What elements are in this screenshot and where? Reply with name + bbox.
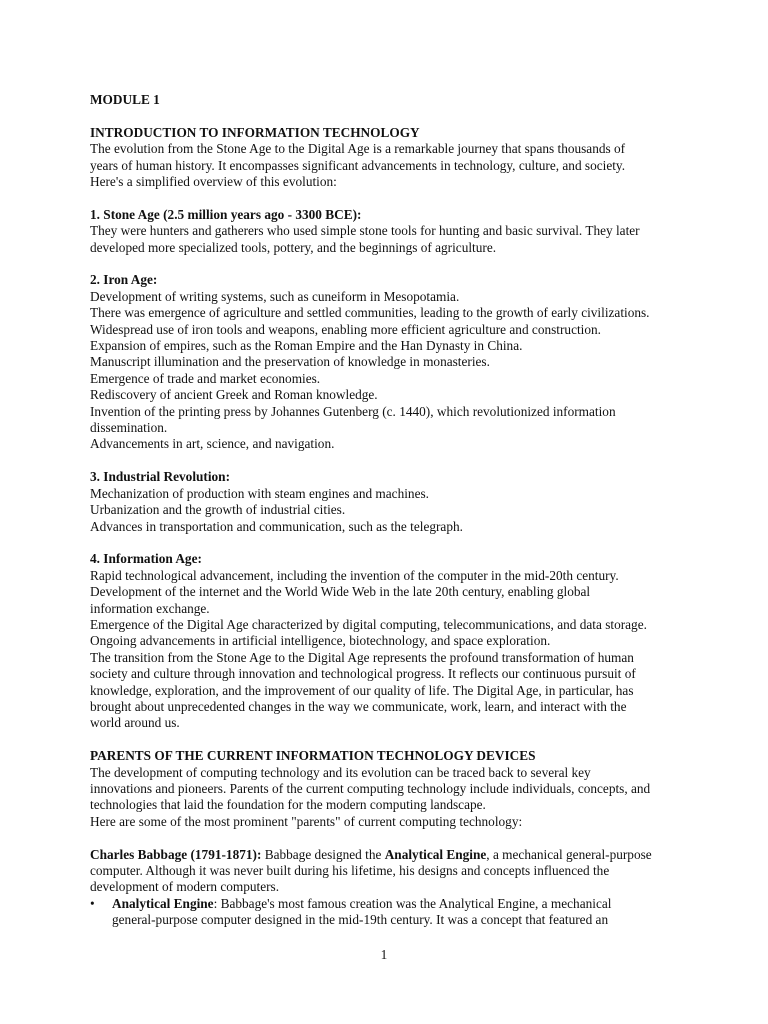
information-age-heading: 4. Information Age: [90, 551, 202, 567]
spacer [90, 190, 678, 206]
list-item [90, 896, 678, 929]
intro-heading: INTRODUCTION TO INFORMATION TECHNOLOGY [90, 124, 420, 140]
iron-age-line: There was emergence of agriculture and settled communities, leading to the growth of early civilizations. [90, 305, 650, 321]
babbage-text: , a mechanical general-purpose [486, 846, 652, 862]
parents-line: Here are some of the most prominent "parents" of current computing technology: [90, 813, 523, 829]
bullet-icon: • [90, 895, 95, 911]
stone-age-heading: 1. Stone Age (2.5 million years ago - 3300 BCE): [90, 206, 362, 222]
spacer [90, 256, 678, 272]
iron-age-line: Advancements in art, science, and navigation. [90, 436, 335, 452]
analytical-engine-term: Analytical Engine [384, 846, 487, 862]
iron-age-line: Expansion of empires, such as the Roman Empire and the Han Dynasty in China. [90, 338, 523, 354]
information-age-line: society and culture through innovation and technological progress. It reflects our continuous pursuit of [90, 666, 636, 682]
spacer [90, 732, 678, 748]
industrial-line: Mechanization of production with steam engines and machines. [90, 485, 429, 501]
parents-line: technologies that laid the foundation for the modern computing landscape. [90, 797, 486, 813]
spacer [90, 453, 678, 469]
babbage-text: Babbage designed the [261, 846, 385, 862]
information-age-line: knowledge, exploration, and the improvement of our quality of life. The Digital Age, in particular, has [90, 682, 634, 698]
iron-age-line: Rediscovery of ancient Greek and Roman knowledge. [90, 387, 378, 403]
spacer [90, 108, 678, 124]
list-item-first-line [112, 896, 678, 912]
babbage-name: Charles Babbage (1791-1871): [90, 846, 262, 862]
industrial-heading: 3. Industrial Revolution: [90, 469, 231, 485]
bullet-term: Analytical Engine [112, 895, 214, 911]
information-age-line: Rapid technological advancement, including the invention of the computer in the mid-20th century. [90, 567, 619, 583]
module-title: MODULE 1 [90, 92, 160, 107]
information-age-line: The transition from the Stone Age to the Digital Age represents the profound transformation of human [90, 649, 634, 665]
information-age-line: information exchange. [90, 600, 210, 616]
bullet-line: general-purpose computer designed in the mid-19th century. It was a concept that featured an [112, 912, 609, 928]
iron-age-line: Widespread use of iron tools and weapons, enabling more efficient agriculture and construction. [90, 321, 601, 337]
information-age-line: Ongoing advancements in artificial intelligence, biotechnology, and space exploration. [90, 633, 551, 649]
iron-age-line: dissemination. [90, 420, 168, 436]
babbage-paragraph-first-line [90, 847, 678, 863]
information-age-line: Development of the internet and the World Wide Web in the late 20th century, enabling global [90, 584, 591, 600]
parents-line: The development of computing technology and its evolution can be traced back to several key [90, 764, 591, 780]
information-age-line: world around us. [90, 715, 180, 731]
spacer [90, 535, 678, 551]
babbage-line: development of modern computers. [90, 879, 280, 895]
babbage-line: computer. Although it was never built during his lifetime, his designs and concepts influenced the [90, 862, 610, 878]
intro-line: The evolution from the Stone Age to the Digital Age is a remarkable journey that spans thousands of [90, 141, 626, 157]
spacer [90, 830, 678, 846]
parents-heading: PARENTS OF THE CURRENT INFORMATION TECHNOLOGY DEVICES [90, 748, 536, 764]
iron-age-line: Emergence of trade and market economies. [90, 370, 321, 386]
iron-age-line: Manuscript illumination and the preservation of knowledge in monasteries. [90, 354, 490, 370]
bullet-text: : Babbage's most famous creation was the Analytical Engine, a mechanical [213, 895, 612, 911]
industrial-line: Advances in transportation and communication, such as the telegraph. [90, 518, 463, 534]
iron-age-heading: 2. Iron Age: [90, 272, 158, 288]
parents-line: innovations and pioneers. Parents of the current computing technology include individuals, concepts, and [90, 780, 651, 796]
information-age-line: Emergence of the Digital Age characterized by digital computing, telecommunications, and data storage. [90, 616, 647, 632]
information-age-line: brought about unprecedented changes in the way we communicate, work, learn, and interact with the [90, 698, 627, 714]
intro-line: Here's a simplified overview of this evolution: [90, 174, 337, 190]
intro-line: years of human history. It encompasses significant advancements in technology, culture, and society. [90, 157, 626, 173]
iron-age-line: Invention of the printing press by Johannes Gutenberg (c. 1440), which revolutionized information [90, 403, 616, 419]
stone-age-line: developed more specialized tools, pottery, and the beginnings of agriculture. [90, 239, 497, 255]
iron-age-line: Development of writing systems, such as cuneiform in Mesopotamia. [90, 288, 460, 304]
stone-age-line: They were hunters and gatherers who used simple stone tools for hunting and basic survival. They later [90, 223, 640, 239]
industrial-line: Urbanization and the growth of industrial cities. [90, 502, 346, 518]
page-number: 1 [380, 947, 388, 962]
